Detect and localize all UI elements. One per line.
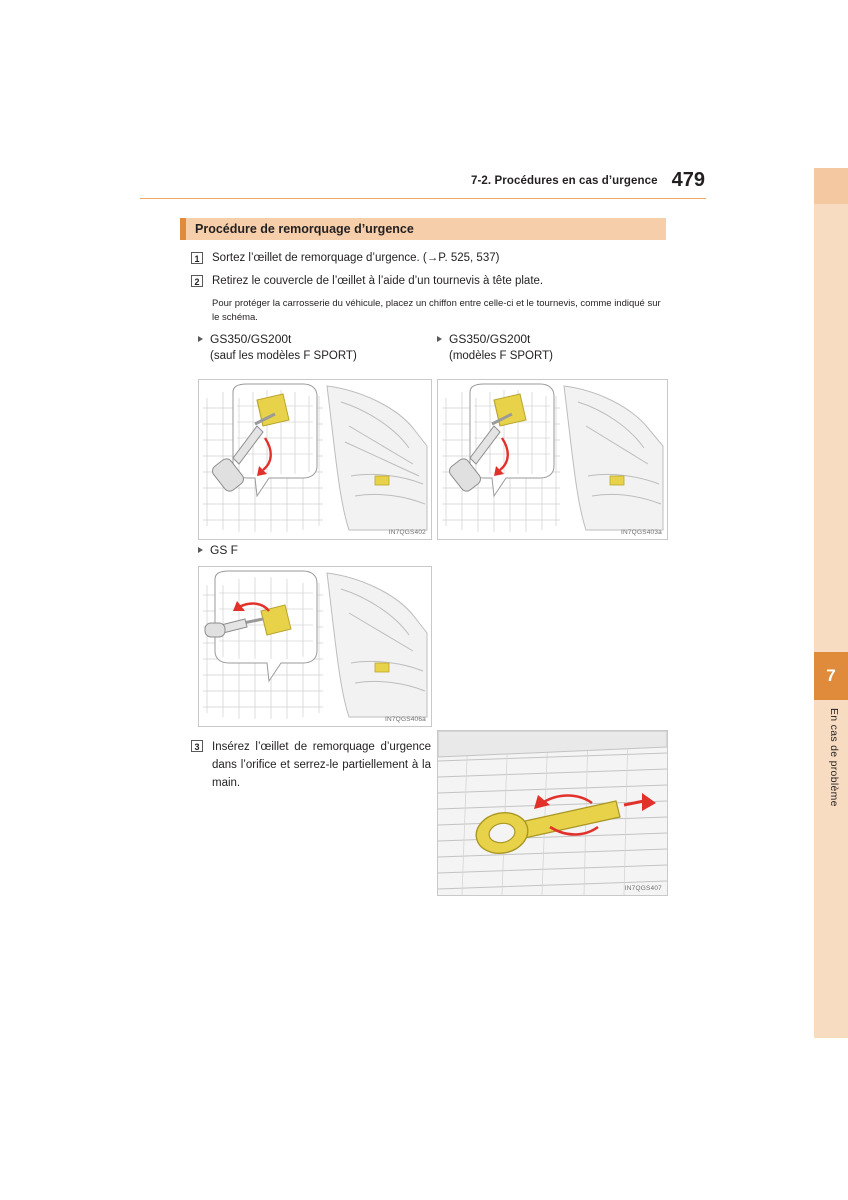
variant-heading-gs350-non-fsport [198, 331, 357, 364]
step-text: Sortez l’œillet de remorquage d’urgence. (→P. 525, 537) [212, 252, 500, 264]
figure-gs350-fsport [437, 379, 668, 540]
figure-code: IN7QGS406a [384, 716, 426, 723]
figure-towing-eyelet-install [437, 730, 668, 896]
figure-code: IN7QGS403a [620, 529, 662, 536]
step-number: 3 [191, 740, 203, 752]
step-3 [191, 738, 431, 792]
figure-code: IN7QGS402 [388, 529, 426, 536]
section-banner [180, 218, 666, 240]
step-2 [191, 273, 661, 289]
chapter-number-badge: 7 [814, 652, 848, 700]
figure-illustration [438, 731, 667, 895]
step-text: Retirez le couvercle de l’œillet à l’aide d’un tournevis à tête plate. [212, 275, 544, 287]
edge-tab-top [814, 168, 848, 204]
figure-illustration [438, 380, 667, 539]
step-number: 2 [191, 275, 203, 287]
variant-heading-gs350-fsport [437, 331, 553, 364]
figure-gs350-non-fsport [198, 379, 432, 540]
variant-title: GS F [210, 543, 239, 557]
variant-subtitle: (modèles F SPORT) [449, 350, 553, 362]
page-number: 479 [671, 169, 705, 191]
step-2-note: Pour protéger la carrosserie du véhicule, placez un chiffon entre celle-ci et le tournevis, comme indiqué sur le schéma. [212, 298, 661, 323]
step-number: 1 [191, 252, 203, 264]
step-text: Insérez l’œillet de remorquage d’urgence dans l’orifice et serrez-le partiellement à la main. [212, 741, 431, 789]
page-header [140, 170, 705, 190]
variant-heading-gsf [198, 542, 238, 558]
section-banner-accent [180, 218, 186, 240]
figure-code: IN7QGS407 [624, 885, 662, 892]
edge-tab-strip [814, 204, 848, 1038]
section-banner-title: Procédure de remorquage d’urgence [195, 222, 414, 236]
figure-illustration [199, 567, 431, 726]
triangle-bullet-icon [437, 336, 442, 342]
section-breadcrumb: 7-2. Procédures en cas d’urgence [470, 175, 658, 187]
triangle-bullet-icon [198, 336, 203, 342]
variant-subtitle: (sauf les modèles F SPORT) [210, 350, 357, 362]
header-divider [140, 198, 706, 199]
chapter-label: En cas de problème [828, 708, 840, 807]
figure-gsf [198, 566, 432, 727]
step-1 [191, 250, 661, 266]
variant-title: GS350/GS200t [449, 332, 531, 346]
variant-title: GS350/GS200t [210, 332, 292, 346]
triangle-bullet-icon [198, 547, 203, 553]
figure-illustration [199, 380, 431, 539]
